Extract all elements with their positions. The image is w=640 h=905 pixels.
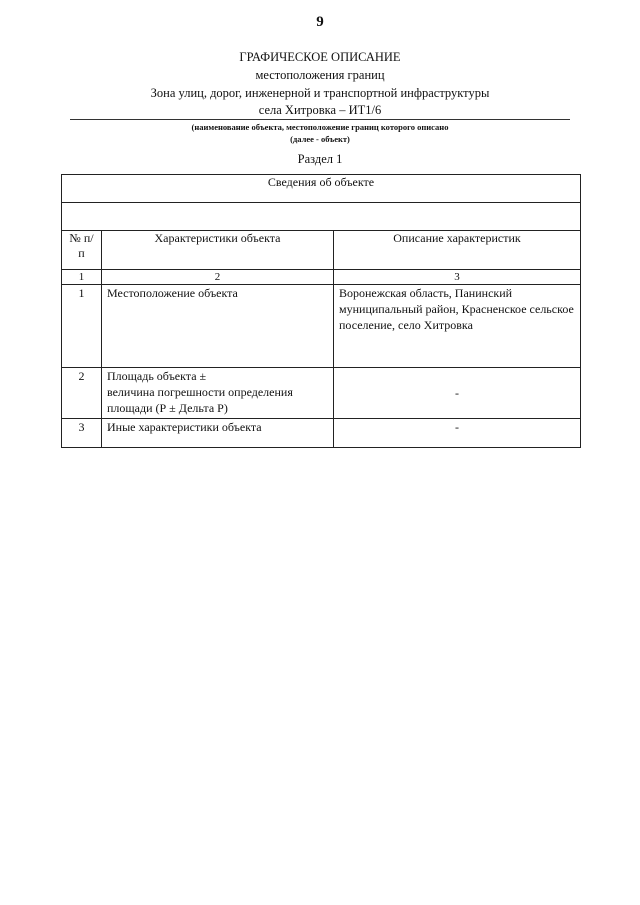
- column-number-row: [62, 270, 581, 285]
- column-number: 2: [102, 270, 334, 285]
- row-number: 1: [62, 285, 102, 368]
- document-subtitle: местоположения границ: [255, 68, 385, 82]
- row-description: Воронежская область, Панинский муниципальный район, Красненское сельское поселение, село Хитровка: [334, 285, 581, 368]
- table-title: Сведения об объекте: [62, 175, 581, 203]
- column-number: 1: [62, 270, 102, 285]
- table-row: [62, 285, 581, 368]
- page-number: 9: [316, 14, 324, 30]
- header-characteristics: Характеристики объекта: [102, 231, 334, 270]
- row-number: 3: [62, 419, 102, 448]
- header-description: Описание характеристик: [334, 231, 581, 270]
- table-title-row: [62, 175, 581, 203]
- row-characteristic: Иные характеристики объекта: [102, 419, 334, 448]
- object-name: Зона улиц, дорог, инженерной и транспортной инфраструктуры: [150, 86, 490, 100]
- table-header-row: [62, 231, 581, 270]
- row-number: 2: [62, 368, 102, 419]
- underline-divider: [70, 119, 570, 120]
- caption-note-line1: (наименование объекта, местоположение границ которого описано: [191, 122, 449, 132]
- row-characteristic: [102, 368, 334, 419]
- table-empty-row: [62, 203, 581, 231]
- document-title: ГРАФИЧЕСКОЕ ОПИСАНИЕ: [239, 50, 401, 64]
- object-code: села Хитровка – ИТ1/6: [258, 103, 382, 117]
- column-number: 3: [334, 270, 581, 285]
- table-row: [62, 419, 581, 448]
- section-label: Раздел 1: [297, 152, 343, 166]
- table-row: [62, 368, 581, 419]
- row-characteristic: Местоположение объекта: [102, 285, 334, 368]
- empty-cell: [62, 203, 581, 231]
- row-description: -: [334, 419, 581, 448]
- row-characteristic-line2: величина погрешности определения площади (Р ± Дельта Р): [107, 385, 293, 415]
- row-description: -: [334, 368, 581, 419]
- object-info-table: [61, 174, 581, 448]
- row-characteristic-line1: Площадь объекта ±: [107, 369, 207, 383]
- caption-note-line2: (далее - объект): [290, 134, 350, 144]
- header-num: № п/п: [62, 231, 102, 270]
